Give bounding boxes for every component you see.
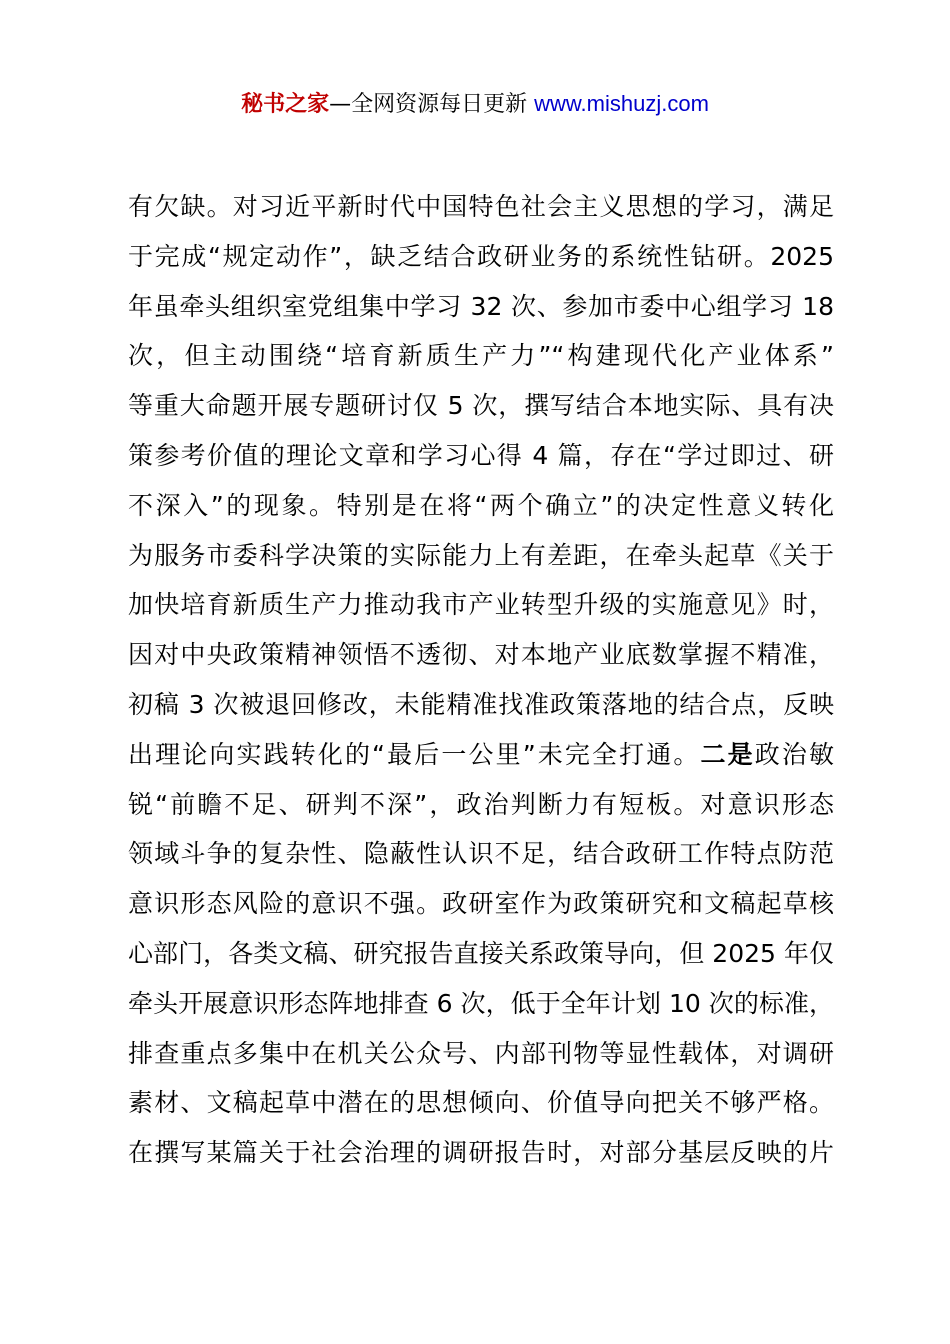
header-tagline: —全网资源每日更新	[329, 92, 535, 117]
body-line: 排查重点多集中在机关公众号、内部刊物等显性载体，对调研	[128, 1038, 834, 1068]
body-line: 为服务市委科学决策的实际能力上有差距，在牵头起草《关于	[128, 540, 834, 570]
body-line: 在撰写某篇关于社会治理的调研报告时，对部分基层反映的片	[128, 1138, 834, 1168]
body-line: 次，但主动围绕“培育新质生产力”“构建现代化产业体系”	[128, 341, 834, 371]
body-line: 策参考价值的理论文章和学习心得 4 篇，存在“学过即过、研	[128, 440, 834, 470]
body-line: 等重大命题开展专题研讨仅 5 次，撰写结合本地实际、具有决	[128, 391, 834, 421]
body-line: 初稿 3 次被退回修改，未能精准找准政策落地的结合点，反映	[128, 689, 834, 719]
brand-name: 秘书之家	[241, 92, 330, 117]
body-line: 因对中央政策精神领悟不透彻、对本地产业底数掌握不精准，	[128, 640, 834, 670]
body-line: 有欠缺。对习近平新时代中国特色社会主义思想的学习，满足	[128, 192, 834, 221]
body-line: 于完成“规定动作”，缺乏结合政研业务的系统性钻研。2025	[128, 241, 834, 271]
body-line: 素材、文稿起草中潜在的思想倾向、价值导向把关不够严格。	[128, 1088, 834, 1118]
body-line: 加快培育新质生产力推动我市产业转型升级的实施意见》时，	[128, 590, 834, 620]
body-line: 领域斗争的复杂性、隐蔽性认识不足，结合政研工作特点防范	[128, 839, 834, 869]
body-line: 不深入”的现象。特别是在将“两个确立”的决定性意义转化	[128, 490, 834, 520]
body-line: 意识形态风险的意识不强。政研室作为政策研究和文稿起草核	[128, 889, 834, 919]
body-line-head: 出理论向实践转化的“最后一公里”未完全打通。	[128, 739, 701, 769]
body-line: 年虽牵头组织室党组集中学习 32 次、参加市委中心组学习 18	[128, 291, 834, 321]
body-line-tail: 政治敏	[754, 739, 834, 769]
section-marker-bold: 二是	[700, 739, 755, 769]
body-line: 锐“前瞻不足、研判不深”，政治判断力有短板。对意识形态	[128, 789, 834, 819]
body-line: 牵头开展意识形态阵地排查 6 次，低于全年计划 10 次的标准，	[128, 988, 834, 1018]
document-body	[128, 182, 834, 1178]
site-url-link[interactable]: www.mishuzj.com	[534, 91, 709, 116]
page-header	[0, 88, 950, 121]
body-line: 心部门，各类文稿、研究报告直接关系政策导向，但 2025 年仅	[128, 938, 834, 968]
body-line-mixed	[128, 730, 834, 780]
